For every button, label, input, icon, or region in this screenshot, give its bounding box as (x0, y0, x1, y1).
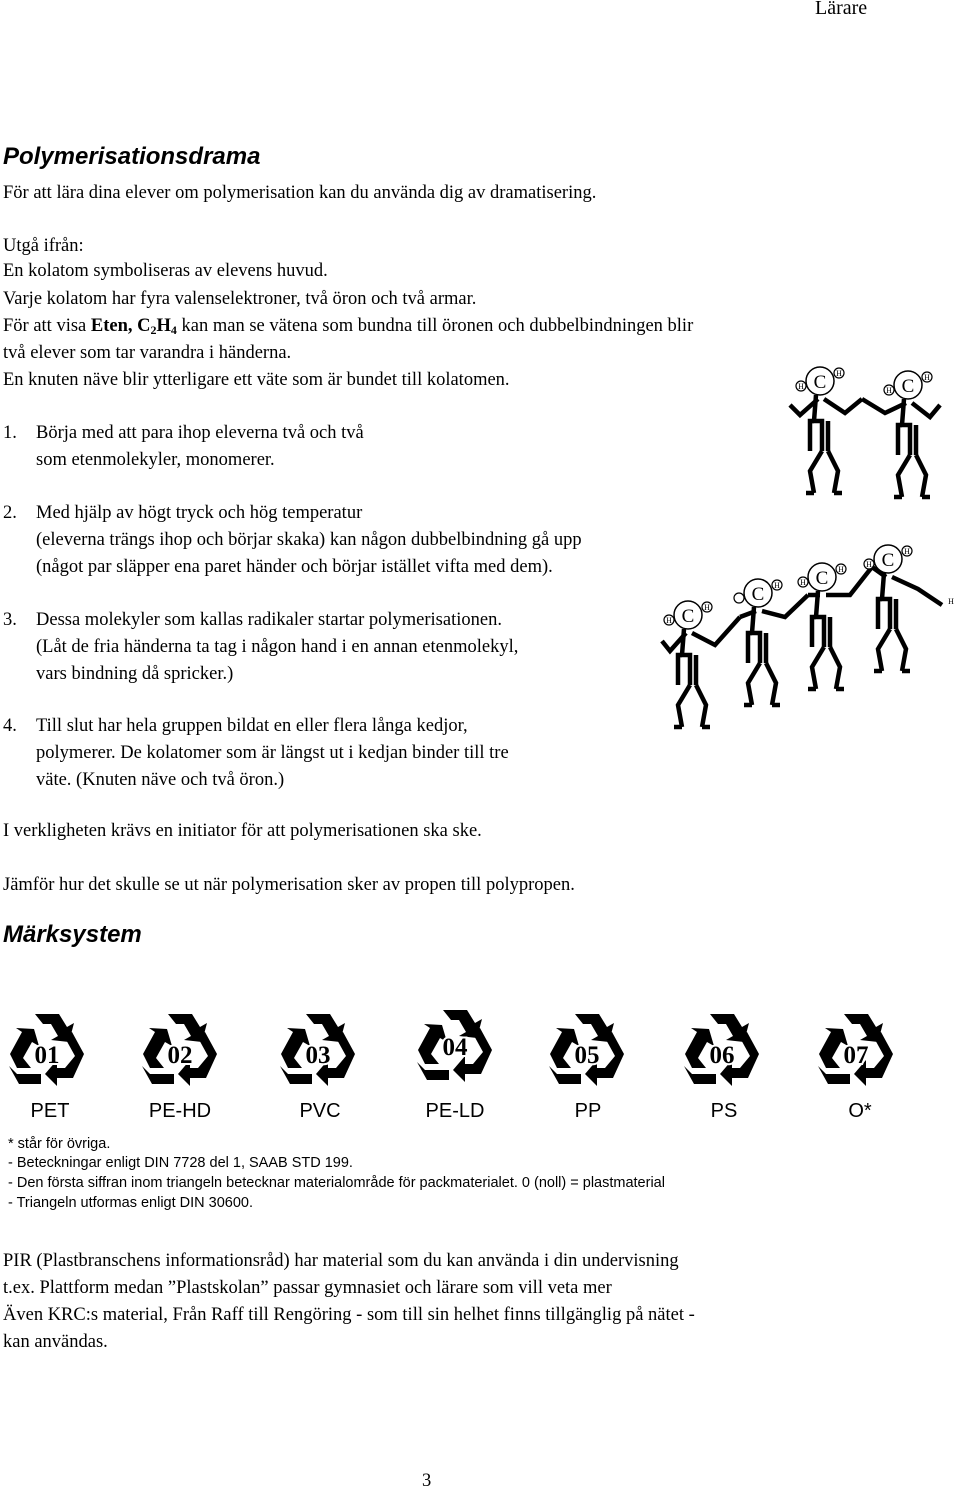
step-4-number: 4. (3, 716, 17, 736)
hydrogen-label-10: H (866, 560, 872, 569)
code-number-07: 07 (843, 1042, 869, 1069)
code-number-03: 03 (305, 1042, 331, 1069)
hydrogen-label-3: H (886, 386, 892, 395)
line-head: En kolatom symboliseras av elevens huvud. (3, 261, 328, 281)
step-3-line-1: Dessa molekyler som kallas radikaler startar polymerisationen. (36, 610, 502, 630)
code-number-02: 02 (167, 1042, 193, 1069)
stick-figure-illustration (640, 355, 960, 765)
code-label-pe-ld: PE-LD (425, 1100, 485, 1122)
initiator-text: I verkligheten krävs en initiator för att polymerisationen ska ske. (3, 821, 482, 841)
figure-chain-1 (662, 601, 740, 727)
code-number-06: 06 (709, 1042, 735, 1069)
note-1: * står för övriga. (8, 1136, 111, 1152)
hydrogen-label-12: H (948, 597, 954, 606)
compare-text: Jämför hur det skulle se ut när polymerisation sker av propen till polypropen. (3, 875, 575, 895)
note-2: - Beteckningar enligt DIN 7728 del 1, SAAB STD 199. (8, 1155, 353, 1171)
line-valence: Varje kolatom har fyra valenselektroner, två öron och två armar. (3, 289, 477, 309)
hydrogen-label-5: H (666, 616, 672, 625)
carbon-label-2: C (901, 376, 915, 397)
code-number-04: 04 (442, 1034, 468, 1061)
step-3-line-2: (Låt de fria händerna ta tag i någon hand i en annan etenmolekyl, (36, 637, 519, 657)
page-number: 3 (422, 1471, 432, 1491)
hydrogen-label-6: H (704, 603, 710, 612)
code-label-pvc: PVC (299, 1100, 341, 1122)
step-3-number: 3. (3, 610, 17, 630)
recycling-codes-strip (0, 1000, 960, 1100)
hydrogen-label-11: H (904, 547, 910, 556)
hydrogen-label-1: H (798, 382, 804, 391)
line-ethene-pre: För att visa (3, 316, 91, 336)
ethene-sub1: 2 (150, 323, 157, 337)
footer-line-4: kan användas. (3, 1332, 108, 1352)
note-4: - Triangeln utformas enligt DIN 30600. (8, 1195, 254, 1211)
start-label: Utgå ifrån: (3, 236, 84, 256)
footer-line-3: Även KRC:s material, Från Raff till Rengöring - som till sin helhet finns tillgänglig på nätet - (3, 1305, 695, 1325)
line-ethene-cont: två elever som tar varandra i händerna. (3, 343, 292, 363)
code-number-05: 05 (574, 1042, 600, 1069)
step-2-line-2: (eleverna trängs ihop och börjar skaka) kan någon dubbelbindning gå upp (36, 530, 582, 550)
hydrogen-label-2: H (836, 369, 842, 378)
header-role: Lärare (815, 0, 868, 19)
line-fist: En knuten näve blir ytterligare ett väte som är bundet till kolatomen. (3, 370, 510, 390)
code-label-other: O* (848, 1100, 872, 1122)
step-1-line-2: som etenmolekyler, monomerer. (36, 450, 275, 470)
carbon-label-5: C (815, 568, 829, 589)
section-title-polymerisationsdrama: Polymerisationsdrama (3, 143, 261, 170)
ethene-sub2: 4 (170, 323, 177, 337)
figure-chain-3 (798, 563, 872, 689)
footer-line-2: t.ex. Plattform medan ”Plastskolan” passar gymnasiet och lärare som vill veta mer (3, 1278, 612, 1298)
step-1-line-1: Börja med att para ihop eleverna två och två (36, 423, 364, 443)
ethene-h: H (156, 316, 171, 336)
code-label-pet: PET (30, 1100, 70, 1122)
code-label-pp: PP (574, 1100, 602, 1122)
carbon-label-6: C (881, 550, 895, 571)
step-4-line-2: polymerer. De kolatomer som är längst ut i kedjan binder till tre (36, 743, 509, 763)
step-1-number: 1. (3, 423, 17, 443)
figure-chain-2 (734, 579, 808, 705)
step-4-line-1: Till slut har hela gruppen bildat en eller flera långa kedjor, (36, 716, 468, 736)
line-ethene-post: kan man se vätena som bundna till öronen och dubbelbindningen blir (176, 316, 694, 336)
step-4-line-3: väte. (Knuten näve och två öron.) (36, 770, 285, 790)
hydrogen-label-4: H (924, 373, 930, 382)
note-3: - Den första siffran inom triangeln betecknar materialområde för packmaterialet. 0 (noll) = plastmaterial (8, 1175, 665, 1191)
step-2-line-1: Med hjälp av högt tryck och hög temperatur (36, 503, 363, 523)
intro-text: För att lära dina elever om polymerisation kan du använda dig av dramatisering. (3, 183, 597, 203)
carbon-label-1: C (813, 372, 827, 393)
figure-chain-4 (864, 545, 942, 671)
hydrogen-label-8: H (800, 578, 806, 587)
code-number-01: 01 (34, 1042, 60, 1069)
hydrogen-label-7: H (774, 581, 780, 590)
code-label-ps: PS (710, 1100, 738, 1122)
code-label-pe-hd: PE-HD (148, 1100, 212, 1122)
step-2-number: 2. (3, 503, 17, 523)
hydrogen-label-9: H (838, 565, 844, 574)
carbon-label-4: C (751, 584, 765, 605)
footer-line-1: PIR (Plastbranschens informationsråd) har material som du kan använda i din undervisning (3, 1251, 679, 1271)
section-title-marksystem: Märksystem (3, 921, 142, 948)
ethene-bold: Eten, C (90, 316, 151, 336)
carbon-label-3: C (681, 606, 695, 627)
step-3-line-3: vars bindning då spricker.) (36, 664, 234, 684)
step-2-line-3: (något par släpper ena paret händer och börjar istället vifta med dem). (36, 557, 553, 577)
